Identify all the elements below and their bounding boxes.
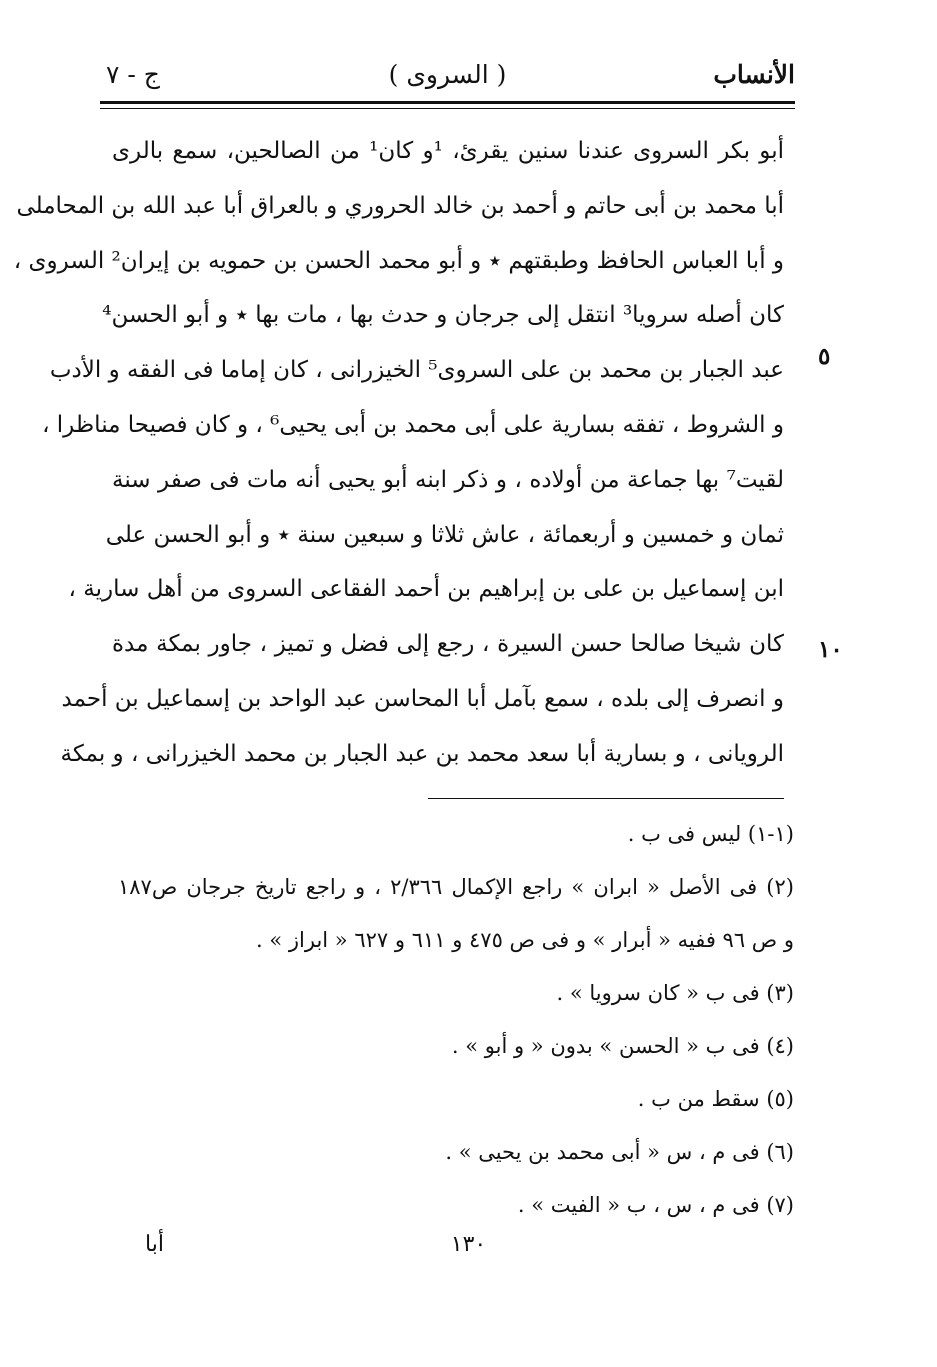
running-header <box>100 52 795 97</box>
catchword: أبا <box>145 1232 164 1257</box>
footnote: (٦) فى م ، س « أبى محمد بن يحيى » . <box>445 1140 794 1164</box>
text-line: الرويانى ، و بسارية أبا سعد محمد بن عبد الجبار بن محمد الخيزرانى ، و بمكة <box>60 740 784 767</box>
text-line: كان أصله سرويا³ انتقل إلى جرجان و حدث بها ، مات بها ٭ و أبو الحسن⁴ <box>102 302 784 329</box>
footnote: (١-١) ليس فى ب . <box>627 822 794 846</box>
text-line: و أبا العباس الحافظ وطبقتهم ٭ و أبو محمد الحسن بن حمويه بن إيران² السروى ، <box>13 247 784 274</box>
text-line: ثمان و خمسين و أربعمائة ، عاش ثلاثا و سبعين سنة ٭ و أبو الحسن على <box>105 521 784 548</box>
text-line: كان شيخا صالحا حسن السيرة ، رجع إلى فضل و تميز ، جاور بمكة مدة <box>112 631 784 658</box>
footnote: (٥) سقط من ب . <box>637 1087 794 1111</box>
footnote: (٤) فى ب « الحسن » بدون « و أبو » . <box>451 1034 794 1058</box>
text-line: أبا محمد بن أبى حاتم و أحمد بن خالد الحروري و بالعراق أبا عبد الله بن المحاملى <box>16 192 784 219</box>
footnote: و ص ٩٦ ففيه « أبرار » و فى ص ٤٧٥ و ٦١١ و ٦٢٧ « ابراز » . <box>256 928 794 952</box>
section-title: ( السروى ) <box>388 60 507 89</box>
footnote: (٢) فى الأصل « ابران » راجع الإكمال ٢/٣٦٦ ، و راجع تاريخ جرجان ص١٨٧ <box>118 875 794 899</box>
text-line: و انصرف إلى بلده ، سمع بآمل أبا المحاسن عبد الواحد بن إسماعيل بن أحمد <box>61 685 784 712</box>
header-rule-thin <box>100 108 795 109</box>
main-text <box>13 124 784 782</box>
footnote-separator <box>428 798 784 799</box>
text-line: عبد الجبار بن محمد بن على السروى⁵ الخيزرانى ، كان إماما فى الفقه و الأدب <box>49 357 784 384</box>
volume-label: ج - ٧ <box>106 60 160 89</box>
footnotes <box>118 808 794 1232</box>
text-line: أبو بكر السروى عندنا سنين يقرئ، ¹و كان¹ من الصالحين، سمع بالرى <box>112 138 784 164</box>
footnote: (٣) فى ب « كان سرويا » . <box>556 981 794 1005</box>
footnote: (٧) فى م ، س ، ب « الفيت » . <box>517 1193 794 1217</box>
book-title: الأنساب <box>713 60 795 89</box>
page-number: ١٣٠ <box>450 1232 487 1257</box>
text-line: لقيت⁷ بها جماعة من أولاده ، و ذكر ابنه أبو يحيى أنه مات فى صفر سنة <box>112 466 784 493</box>
line-number-5: ٥ <box>818 343 831 370</box>
header-rule-thick <box>100 101 795 104</box>
line-number-10: ١٠ <box>818 636 843 663</box>
text-line: ابن إسماعيل بن على بن إبراهيم بن أحمد الفقاعى السروى من أهل سارية ، <box>68 576 784 603</box>
text-line: و الشروط ، تفقه بسارية على أبى محمد بن أبى يحيى⁶ ، و كان فصيحا مناظرا ، <box>42 411 784 438</box>
